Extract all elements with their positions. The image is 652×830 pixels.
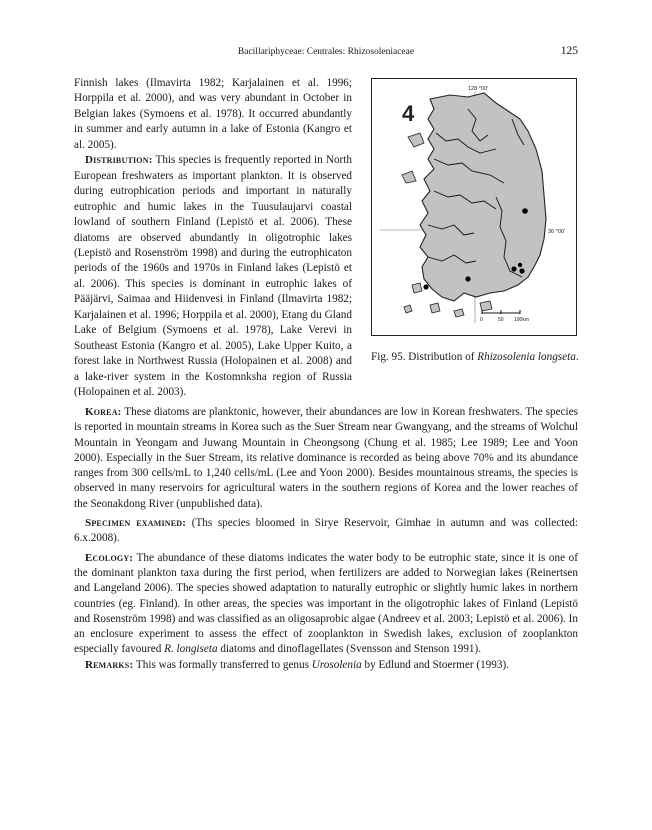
- latitude-label: 36 °00': [548, 229, 566, 235]
- running-title: Bacillariphyceae: Centrales: Rhizosoleniaceae: [237, 47, 415, 57]
- scale-label: 50: [498, 317, 504, 323]
- korea-text: These diatoms are planktonic, however, their abundances are low in Korean freshwaters. The species is reported in mountain streams in Korea such as the Suer Stream near Gwangyang, and the streams of Wolchul Mountain in Yeongam and Juwang Mountain in Cheongsong (Chung et al. 1985; Lee 1989; Lee and Yoon 2000). Especially in the Suer Stream, its relative dominance is recorded as being above 70% and its abundance ranges from 300 cells/mL to 1,240 cells/mL (Lee and Yoon 2000). Besides mountainous streams, the species is observed in many reservoirs for agricultural waters in the southern regions of Korea and the lower reaches of the Seonakdong River (unpublished data).: [74, 406, 578, 510]
- distribution-heading: Distribution:: [85, 154, 153, 167]
- scale-label: 100km: [514, 317, 530, 323]
- caption-suffix: .: [575, 351, 579, 363]
- korea-heading: Korea:: [85, 406, 122, 418]
- island: [480, 301, 492, 311]
- caption-taxon: Rhizosolenia longseta: [477, 351, 576, 363]
- specimen-heading: Specimen examined:: [85, 517, 187, 530]
- island: [402, 171, 416, 183]
- continuation-paragraph: Finnish lakes (Ilmavirta 1982; Karjalainen et al. 1996; Horppila et al. 2000), and was very abundant in October in Belgian lakes (Symoens et al. 1978). It occurred abundantly in summer and early autumn in a lake of Estonia (Kangro et al. 2005).: [74, 77, 352, 151]
- remarks-taxon: Urosolenia: [311, 658, 362, 671]
- distribution-point: [465, 276, 470, 281]
- distribution-point: [519, 268, 524, 273]
- ecology-heading: Ecology:: [85, 551, 134, 564]
- island: [454, 309, 464, 317]
- caption-prefix: Fig. 95. Distribution of: [371, 351, 478, 363]
- main-body: [74, 405, 578, 673]
- island: [430, 303, 440, 313]
- korea-distribution-map: [372, 79, 576, 335]
- remarks-paragraph: [74, 658, 578, 673]
- distribution-paragraph: [74, 153, 352, 400]
- panel-label: 4: [402, 101, 415, 126]
- distribution-point: [522, 208, 528, 214]
- remarks-text: This was formally transferred to genus: [133, 658, 312, 671]
- ecology-paragraph: [74, 551, 578, 658]
- scale-bar: [480, 310, 529, 323]
- running-head: [74, 46, 578, 60]
- scale-label: 0: [480, 317, 483, 323]
- longitude-label: 128 °00': [468, 86, 489, 92]
- island: [404, 305, 412, 313]
- distribution-point: [518, 263, 522, 267]
- figure-caption: [371, 350, 579, 365]
- ecology-taxon: R. longiseta: [164, 643, 218, 656]
- island: [412, 283, 422, 293]
- island: [408, 133, 424, 147]
- distribution-text: This species is frequently reported in North European freshwaters as important plankton. It is observed during eutrophication periods and important in naturally eutrophic and humic lakes in the Tuusulaujarvi coastal lowland of southern Finland (Lepistö et al. 2006). These diatoms are observed abundantly in oligotrophic lakes (Lepistö and Rosenström 1998) and during the eutrophicaton periods of the 1960s and 1970s in Finland lakes (Lepistö et al. 2006). This species is dominant in eutrophic lakes of Pääjärvi, Saimaa and Hiidenvesi in Finland (Ilmavirta 1982; Karjalainen et al. 1996; Horppila et al. 2000), Etang du Gland Lake of Belgium (Symoens et al. 1978), Lake Verevi in Southeast Estonia (Kangro et al. 2005), Lake Upper Kuito, a forest lake in Northwest Russia (Holopainen et al. 2008) and a lake-river system in the Kostomnksha region of Russia (Holopainen et al. 2003).: [74, 154, 352, 399]
- remarks-heading: Remarks:: [85, 658, 134, 671]
- peninsula-landmass: [420, 93, 546, 301]
- page-number: 125: [560, 45, 578, 57]
- specimen-paragraph: [74, 516, 578, 547]
- figure-95-map: [371, 78, 577, 336]
- distribution-point: [511, 266, 516, 271]
- distribution-point: [423, 284, 428, 289]
- remarks-text-end: by Edlund and Stoermer (1993).: [361, 658, 509, 671]
- left-column: [74, 76, 352, 401]
- ecology-text: The abundance of these diatoms indicates the water body to be eutrophic state, since it is one of the dominant plankton taxa during the first period, when fertilizers are added to Norwegian lakes (Reinertsen and Langeland 2006). The species showed adaptation to naturally eutrophic or slightly humic lakes in northern countries (eg. Finland). In other areas, the species was important in the oligotrophic lakes of Finland (Lepistö and Rosenström 1998) and was classified as an oligosaprobic algae (Andreev et al. 2003; Lepistö et al. 2006). In an enclosure experiment to assess the effect of zooplankton in Swedish lakes, exclusion of zooplankton especially favoured: [74, 551, 578, 656]
- ecology-text-end: diatoms and dinoflagellates (Svensson and Stenson 1991).: [217, 643, 482, 656]
- korea-paragraph: [74, 405, 578, 512]
- specimen-text: (Ths species bloomed in Sirye Reservoir, Gimhae in autumn and was collected: 6.x.2008).: [74, 517, 578, 545]
